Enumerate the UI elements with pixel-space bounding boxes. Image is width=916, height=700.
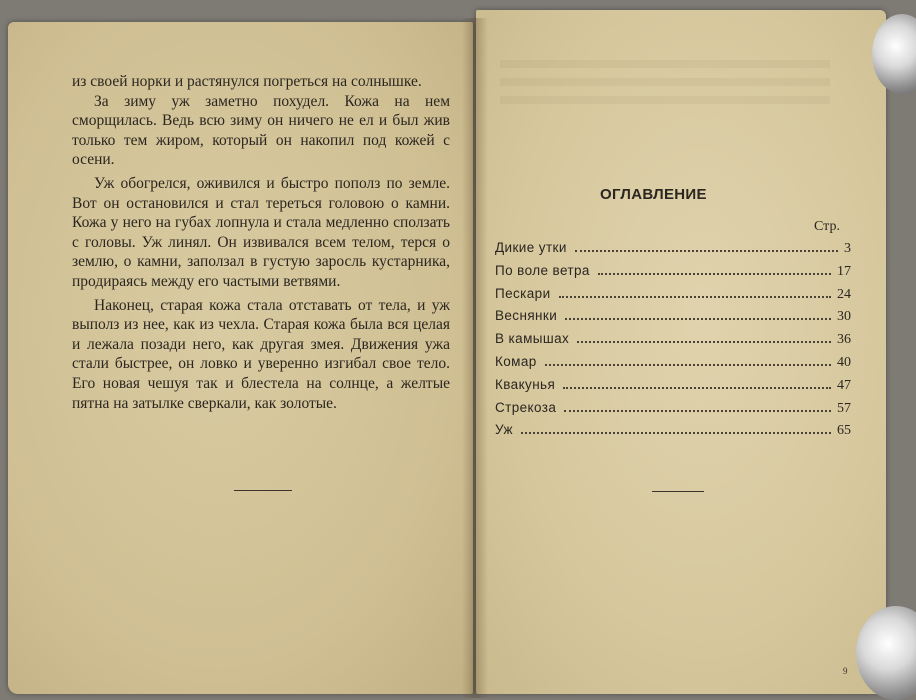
toc-entry: Комар 40 [495, 353, 851, 370]
dot-leader [565, 317, 831, 320]
dot-leader [564, 409, 831, 412]
toc-title: ОГЛАВЛЕНИЕ [600, 186, 707, 203]
toc-entry: Веснянки 30 [495, 308, 851, 325]
toc-page-column-header: Стр. [814, 219, 840, 234]
dot-leader [545, 363, 831, 366]
page-folio: 9 [843, 666, 848, 676]
toc-entry: Дикие утки 3 [495, 240, 851, 256]
toc-entry: Стрекоза 57 [495, 399, 851, 416]
dot-leader [598, 272, 831, 275]
dot-leader [575, 249, 838, 252]
toc-entry: В камышах 36 [495, 331, 851, 348]
dot-leader [521, 431, 831, 434]
end-rule-left [234, 490, 292, 491]
toc-entry: Уж 65 [495, 422, 851, 439]
end-rule-right [652, 491, 704, 492]
paragraph-3: Уж обогрелся, оживился и быстро пополз по земле. Вот он остановился и стал тереться головою о камни. Кожа у него на губах лопнула и стала медленно сползать с головы. Уж линял. Он извивался всем телом, терся о землю, о камни, заползал в густую заросль кустарника, продираясь между его частыми ветвями. [72, 174, 450, 290]
dot-leader [563, 386, 831, 389]
toc-entry: По воле ветра 17 [495, 262, 851, 279]
show-through-text [500, 60, 830, 110]
book-gutter [462, 18, 488, 698]
paragraph-1: из своей норки и растянулся погреться на солнышке. [72, 73, 422, 90]
paragraph-4: Наконец, старая кожа стала отставать от тела, и уж выполз из нее, как из чехла. Старая кожа была вся целая и лежала позади него, как другая змея. Движения ужа стали быстрее, он ловко и уверенно изгибал свое тело. Его новая чешуя так и блестела на солнце, а желтые пятна на затылке сверкали, как золотые. [72, 296, 450, 412]
toc-entry: Пескари 24 [495, 285, 851, 302]
paragraph-2: За зиму уж заметно похудел. Кожа на нем сморщилась. Ведь всю зиму он ничего не ел и был жив только тем жиром, который он накопил под кожей с осени. [72, 92, 450, 169]
dot-leader [577, 340, 831, 343]
table-of-contents [495, 240, 851, 445]
dot-leader [559, 295, 831, 298]
story-text [72, 72, 450, 413]
toc-entry: Квакунья 47 [495, 376, 851, 393]
